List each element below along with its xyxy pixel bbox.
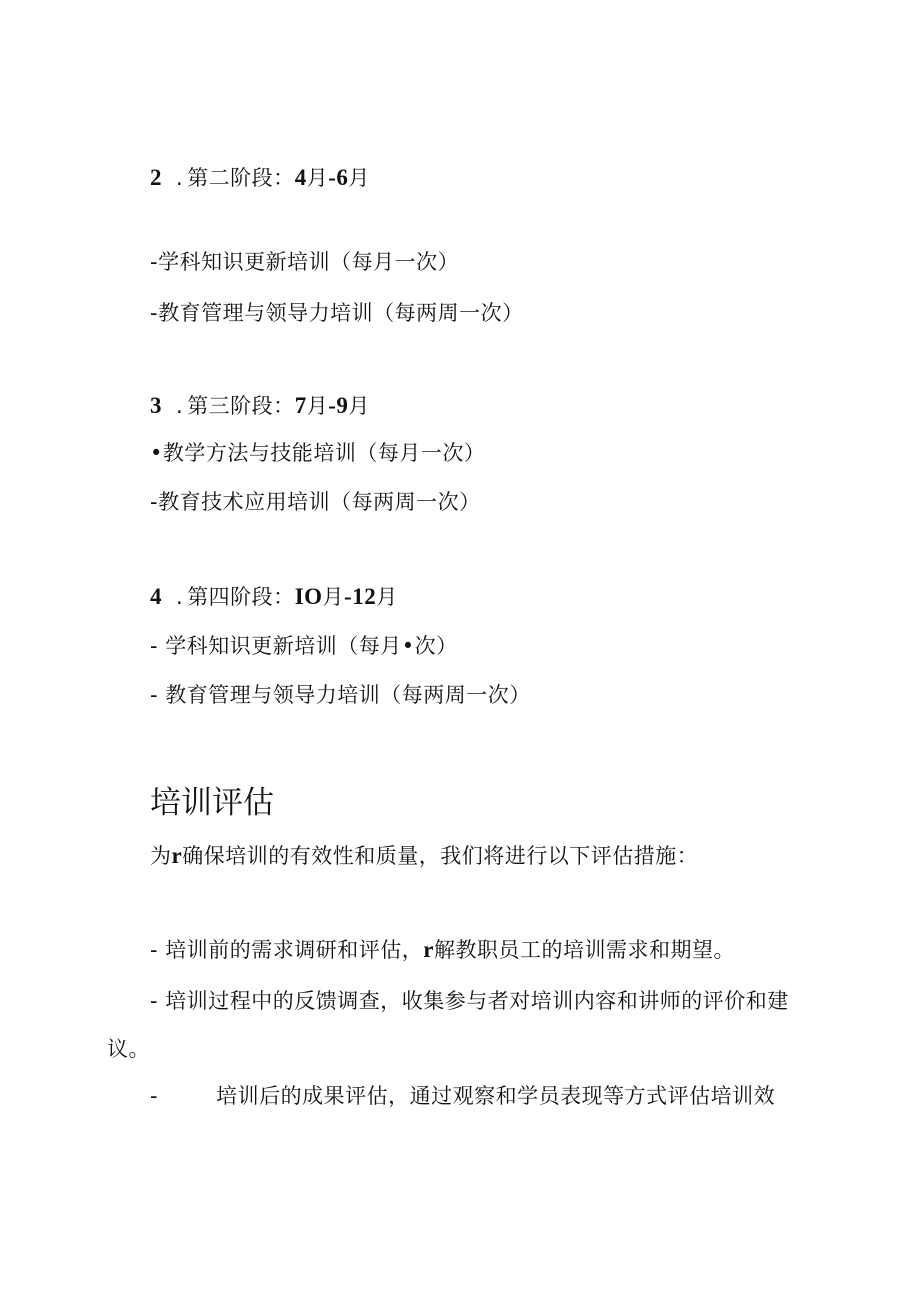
- evaluation-item-2-line-1: - 培训过程中的反馈调查，收集参与者对培训内容和讲师的评价和建: [150, 989, 789, 1013]
- item-3-dash: -: [150, 1084, 159, 1108]
- intro-glyph: r: [171, 843, 183, 868]
- intro-text-end: 确保培训的有效性和质量，我们将进行以下评估措施：: [182, 844, 699, 868]
- stage-range-start: 7: [294, 393, 307, 418]
- section-heading-evaluation: 培训评估: [150, 785, 274, 821]
- stage-4-heading: [150, 583, 398, 611]
- stage-4-item-1: - 学科知识更新培训（每月•次）: [150, 634, 458, 658]
- stage-month-unit: 月: [348, 166, 370, 190]
- evaluation-intro: [150, 842, 698, 870]
- stage-2-item-1: -学科知识更新培训（每月一次）: [150, 250, 460, 274]
- stage-number: 2: [150, 165, 162, 190]
- stage-3-heading: [150, 392, 370, 420]
- stage-2-item-2: -教育管理与领导力培训（每两周一次）: [150, 301, 524, 325]
- stage-number: 4: [150, 584, 162, 609]
- stage-month-unit: 月: [306, 166, 329, 190]
- evaluation-item-1: [150, 936, 735, 964]
- stage-month-unit: 月: [376, 585, 398, 609]
- stage-range-end: -6: [328, 165, 349, 190]
- stage-2-heading: [150, 164, 370, 192]
- stage-separator: .: [176, 585, 184, 609]
- stage-separator: .: [176, 166, 184, 190]
- stage-label: 第二阶段：: [187, 166, 295, 190]
- intro-text-start: 为: [150, 844, 172, 868]
- stage-range-start: 4: [294, 165, 307, 190]
- stage-separator: .: [176, 394, 184, 418]
- stage-number: 3: [150, 393, 162, 418]
- evaluation-item-2-line-2: 议。: [107, 1037, 150, 1061]
- item-1-text-start: - 培训前的需求调研和评估，: [150, 938, 424, 962]
- stage-month-unit: 月: [322, 585, 345, 609]
- stage-month-unit: 月: [348, 394, 370, 418]
- stage-range-end: -12: [344, 584, 377, 609]
- stage-3-item-1: •教学方法与技能培训（每月一次）: [150, 441, 486, 465]
- stage-label: 第三阶段：: [187, 394, 295, 418]
- stage-range-start: IO: [294, 584, 323, 609]
- item-3-text: 培训后的成果评估，通过观察和学员表现等方式评估培训效: [216, 1084, 776, 1108]
- stage-label: 第四阶段：: [187, 585, 295, 609]
- stage-month-unit: 月: [306, 394, 329, 418]
- item-1-text-end: 解教职员工的培训需求和期望。: [433, 938, 735, 962]
- stage-range-end: -9: [328, 393, 349, 418]
- stage-3-item-2: -教育技术应用培训（每两周一次）: [150, 490, 481, 514]
- item-1-glyph: r: [423, 937, 434, 962]
- stage-4-item-2: - 教育管理与领导力培训（每两周一次）: [150, 683, 531, 707]
- evaluation-item-3: [150, 1082, 775, 1110]
